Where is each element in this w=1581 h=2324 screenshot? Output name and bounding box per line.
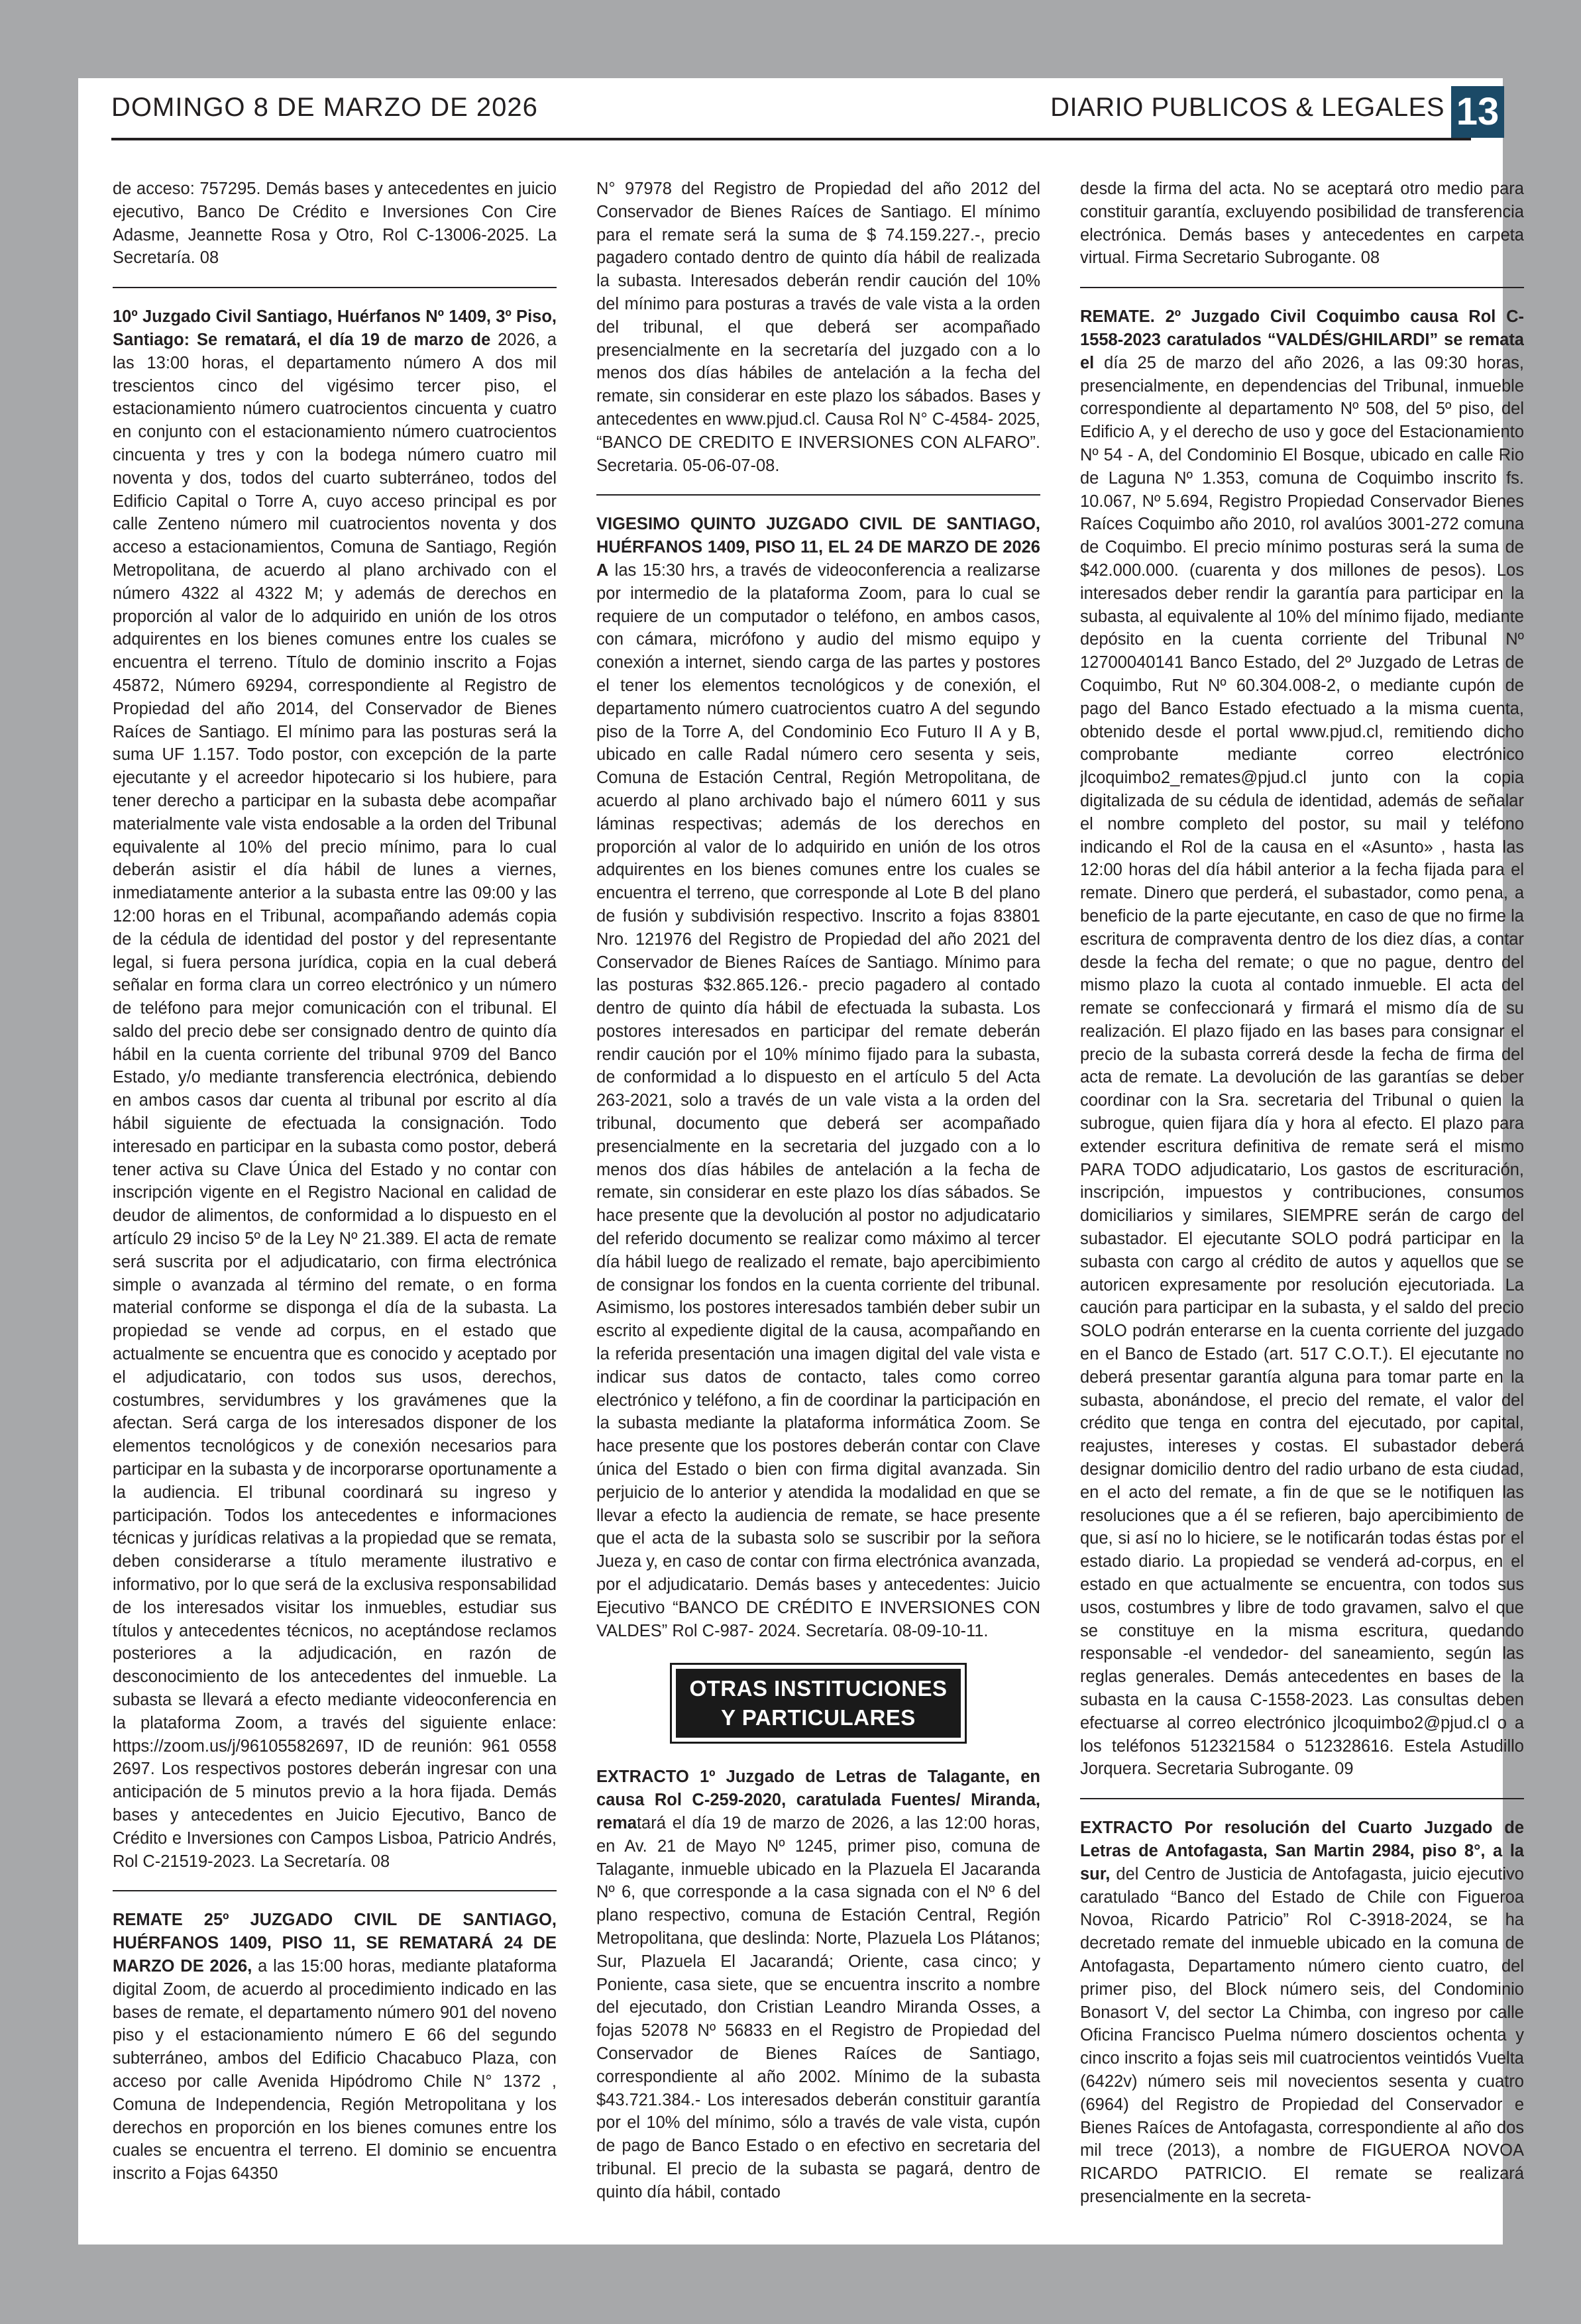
column-1	[113, 178, 557, 2238]
legal-notice	[1080, 287, 1524, 1781]
section-header-line: OTRAS INSTITUCIONES	[689, 1676, 948, 1701]
notice-paragraph	[113, 1909, 557, 2186]
legal-notice	[596, 1766, 1040, 2203]
notice-lead: REMATE 25º JUZGADO CIVIL DE SANTIAGO, HUÉRFANOS 1409, PISO 11, SE REMATARÁ 24 DE MARZO DE 2026,	[113, 1911, 557, 1976]
section-header	[672, 1665, 965, 1742]
notice-body: N° 97978 del Registro de Propiedad del año 2012 del Conservador de Bienes Raíces de Santiago. El mínimo para el remate será la suma de $ 74.159.227.-, precio pagadero contado dentro de quinto día hábil de realizada la subasta. Interesados deberán rendir caución del 10% del mínimo para posturas a través de vale vista a la orden del tribunal, el que deberá ser acompañado presencialmente en la secretaría del juzgado con a lo menos dos días hábiles de antelación a la fecha del remate, sin considerar en este plazo los sábados. Bases y antecedentes en www.pjud.cl. Causa Rol N° C-4584- 2025, “BANCO DE CREDITO E INVERSIONES CON ALFARO”. Secretaria. 05-06-07-08.	[596, 180, 1040, 475]
notice-lead: REMATE. 2º Juzgado Civil Coquimbo causa Rol C-1558-2023 caratulados “VALDÉS/GHILARDI” se remata el	[1080, 307, 1524, 372]
notice-body: del Centro de Justicia de Antofagasta, juicio ejecutivo caratulado “Banco del Estado de Chile con Figueroa Novoa, Ricardo Patricio” Rol C-3918-2024, se ha decretado remate del inmueble ubicado en la comuna de Antofagasta, Departamento número ciento cuatro, del primer piso, del Block número seis, del Condominio Bonasort V, del sector La Chimba, con ingreso por calle Oficina Francisco Puelma número doscientos ochenta y cinco inscrito a fojas seis mil cuatrocientos veintidós Vuelta (6422v) número seis mil novecientos sesenta y cuatro (6964) del Registro de Propiedad del Conservador e Bienes Raíces de Antofagasta, correspondiente al año dos mil trece (2013), a nombre de FIGUEROA NOVOA RICARDO PATRICIO. El remate se realizará presencialmente en la secreta-	[1080, 1864, 1524, 2206]
notice-lead: 10º Juzgado Civil Santiago, Huérfanos Nº 1409, 3º Piso, Santiago: Se rematará, el día 19 de marzo de	[113, 307, 557, 349]
notice-paragraph	[113, 305, 557, 1873]
notice-lead: VIGESIMO QUINTO JUZGADO CIVIL DE SANTIAGO, HUÉRFANOS 1409, PISO 11, EL 24 DE MARZO DE 2026 A	[596, 515, 1040, 580]
newspaper-page	[78, 78, 1524, 2245]
notice-paragraph	[113, 178, 557, 270]
notice-paragraph	[1080, 305, 1524, 1781]
masthead-rule	[111, 138, 1471, 140]
masthead	[111, 86, 1499, 136]
section-header-line: Y PARTICULARES	[721, 1705, 916, 1730]
notice-body: desde la firma del acta. No se aceptará otro medio para constituir garantía, excluyendo posibilidad de transferencia electrónica. Demás bases y antecedentes en carpeta virtual. Firma Secretario Subrogante. 08	[1080, 180, 1524, 268]
notice-body: tará el día 19 de marzo de 2026, a las 12:00 horas, en Av. 21 de Mayo Nº 1245, primer piso, comuna de Talagante, inmueble ubicado en la Plazuela El Jacaranda Nº 6, que corresponde a la casa signada con el Nº 6 del plano respectivo, comuna de Estación Central, Región Metropolitana, que deslinda: Norte, Plazuela Los Plátanos; Sur, Plazuela El Jacarandá; Oriente, casa cinco; y Poniente, casa siete, que se encuentra inscrito a nombre del ejecutado, don Cristian Leandro Miranda Osses, a fojas 52078 Nº 56833 en el Registro de Propiedad del Conservador de Bienes Raíces de Santiago, correspondiente al año 2002. Mínimo de la subasta $43.721.384.- Los interesados deberán constituir garantía por el 10% del mínimo, sólo a través de vale vista, cupón de pago de Banco Estado o en efectivo en secretaria del tribunal. El precio de la subasta se pagará, dentro de quinto día hábil, contado	[596, 1814, 1040, 2201]
notice-body: día 25 de marzo del año 2026, a las 09:30 horas, presencialmente, en dependencias del Tribunal, inmueble correspondiente al departamento Nº 508, del 5º piso, del Edificio A, y el derecho de uso y goce del Estacionamiento Nº 54 - A, del Condominio El Bosque, ubicado en calle Rio de Laguna Nº 1.353, comuna de Coquimbo inscrito fs. 10.067, Nº 5.694, Registro Propiedad Conservador Bienes Raíces Coquimbo año 2010, rol avalúos 3001-272 comuna de Coquimbo. El precio mínimo posturas será la suma de $42.000.000. (cuarenta y dos millones de pesos). Los interesados deber rendir la garantía para participar en la subasta, al equivalente al 10% del mínimo fijado, mediante depósito en la cuenta corriente del Tribunal Nº 12700040141 Banco Estado, del 2º Juzgado de Letras de Coquimbo, Rut Nº 60.304.008-2, o mediante cupón de pago del Banco Estado efectuado a la misma cuenta, obtenido desde el portal www.pjud.cl, remitiendo dicho comprobante mediante correo electrónico jlcoquimbo2_remates@pjud.cl junto con la copia digitalizada de su cédula de identidad, además de señalar el nombre completo del postor, su mail y teléfono indicando el Rol de la causa en el «Asunto» , hasta las 12:00 horas del día hábil anterior a la fecha fijada para el remate. Dinero que perderá, el subastador, como pena, a beneficio de la parte ejecutante, en caso de que no firme la escritura de compraventa dentro de los diez días, a contar desde la fecha del remate; o que no pague, dentro del mismo plazo la cuota al contado inmueble. El acta del remate se confeccionará y firmará el mismo día de su realización. El plazo fijado en las bases para consignar el precio de la subasta correrá desde la fecha de firma del acta de remate. La devolución de las garantías se deber coordinar con la Sra. secretaria del Tribunal o quien la subrogue, quien fijara día y hora al efecto. El plazo para extender escritura definitiva de remate será el mismo PARA TODO adjudicatario, Los gastos de escrituración, inscripción, impuestos y contribuciones, consumos domiciliarios y similares, SIEMPRE serán de cargo del subastador. El ejecutante SOLO podrá participar en la subasta con cargo al crédito de autos y aquellos que se autoricen expresamente por resolución ejecutoriada. La caución para participar en la subasta, y el saldo del precio SOLO podrán enterarse en la cuenta corriente del juzgado en el Banco de Estado (art. 517 C.O.T.). El ejecutante no deberá presentar garantía alguna para tomar parte en la subasta, abonándose, el precio del remate, el valor del crédito que tenga en contra del ejecutado, por capital, reajustes, intereses y costas. El subastador deberá designar domicilio dentro del radio urbano de esta ciudad, en el acto del remate, a fin de que se le notifiquen las resoluciones que a él se refieren, bajo apercibimiento de que, si así no lo hiciere, se le notificarán todas éstas por el estado diario. La propiedad se venderá ad-corpus, en el estado en que actualmente se encuentra, con todos sus usos, costumbres y libre de todo gravamen, salvo el que se constituye en la misma escritura, quedando responsable -el vendedor- del saneamiento, según las reglas generales. Demás antecedentes en bases de la subasta en la causa C-1558-2023. Las consultas deben efectuarse al correo electrónico jlcoquimbo2@pjud.cl o a los teléfonos 512321584 o 512328616. Estela Astudillo Jorquera. Secretaria Subrogante. 09	[1080, 353, 1524, 1779]
legal-notice	[113, 178, 557, 270]
notice-lead: EXTRACTO 1º Juzgado de Letras de Talagante, en causa Rol C-259-2020, caratulada Fuentes/ Miranda, rema	[596, 1768, 1040, 1832]
notice-body: 2026, a las 13:00 horas, el departamento número A dos mil trescientos cinco del vigésimo tercer piso, el estacionamiento número cuatrocientos cincuenta y cuatro en conjunto con el estacionamiento número cuatrocientos cincuenta y tres y con la bodega número cuatro mil noventa y dos, todos del cuarto subterráneo, todos del Edificio Capital o Torre A, cuyo acceso principal es por calle Zenteno número mil cuatrocientos noventa y dos acceso a estacionamientos, Comuna de Santiago, Región Metropolitana, de acuerdo al plano archivado con el número 4322 al 4322 M; y además de derechos en proporción al valor de lo adquirido en unión de los otros adquirentes en los bienes comunes entre los cuales se encuentra el terreno. Título de dominio inscrito a Fojas 45872, Número 69294, correspondiente al Registro de Propiedad del año 2014, del Conservador de Bienes Raíces de Santiago. El mínimo para las posturas será la suma UF 1.157. Todo postor, con excepción de la parte ejecutante y el acreedor hipotecario si los hubiere, para tener derecho a participar en la subasta debe acompañar materialmente vale vista endosable a la orden del Tribunal equivalente al 10% del precio mínimo, para lo cual deberán asistir el día hábil de lunes a viernes, inmediatamente anterior a la subasta entre las 09:00 y las 12:00 horas en el Tribunal, acompañando además copia de la cédula de identidad del postor y del representante legal, si fuera persona jurídica, copia en la cual deberá señalar en forma clara un correo electrónico y un número de teléfono para mejor comunicación con el tribunal. El saldo del precio debe ser consignado dentro de quinto día hábil en la cuenta corriente del tribunal 9709 del Banco Estado, y/o mediante transferencia electrónica, debiendo en ambos casos dar cuenta al tribunal por escrito al día hábil siguiente de efectuada la consignación. Todo interesado en participar en la subasta como postor, deberá tener activa su Clave Única del Estado y no contar con inscripción vigente en el Registro Nacional en calidad de deudor de alimentos, de conformidad a lo dispuesto en el artículo 29 inciso 5º de la Ley Nº 21.389. El acta de remate será suscrita por el adjudicatario, con firma electrónica simple o avanzada al término del remate, o en forma material conforme se disponga el día de la subasta. La propiedad se vende ad corpus, en el estado que actualmente se encuentra que es conocido y aceptado por el adjudicatario, con todos sus usos, derechos, costumbres, servidumbres y los gravámenes que la afectan. Será carga de los interesados disponer de los elementos tecnológicos y de conexión necesarios para participar en la subasta y de incorporarse oportunamente a la audiencia. El tribunal coordinará su ingreso y participación. Todos los antecedentes e informaciones técnicas y jurídicas relativas a la propiedad que se remata, deben considerarse a título meramente ilustrativo e informativo, por lo que será de la exclusiva responsabilidad de los interesados visitar los inmuebles, estudiar sus títulos y antecedentes técnicos, no aceptándose reclamos posteriores a la adjudicación, en razón de desconocimiento de los antecedentes del inmueble. La subasta se llevará a efecto mediante videoconferencia en la plataforma Zoom, a través del siguiente enlace: https://zoom.us/j/96105582697, ID de reunión: 961 0558 2697. Los respectivos postores deberán ingresar con una anticipación de 5 minutos previo a la hora fijada. Demás bases y antecedentes en Juicio Ejecutivo, Banco de Crédito e Inversiones con Campos Lisboa, Patricio Andrés, Rol C-21519-2023. La Secretaría. 08	[113, 330, 557, 1871]
publication-name: DIARIO PUBLICOS & LEGALES	[1050, 93, 1445, 122]
issue-date: DOMINGO 8 DE MARZO DE 2026	[111, 93, 538, 122]
legal-notice	[596, 178, 1040, 477]
notice-lead: EXTRACTO Por resolución del Cuarto Juzgado de Letras de Antofagasta, San Martin 2984, piso 8°, a la sur,	[1080, 1819, 1524, 1883]
notice-paragraph	[596, 1766, 1040, 2203]
legal-notice	[596, 494, 1040, 1642]
notice-paragraph	[1080, 1817, 1524, 2209]
notice-paragraph	[596, 178, 1040, 477]
page-number: 13	[1451, 86, 1504, 138]
notice-paragraph	[596, 513, 1040, 1642]
column-2	[596, 178, 1040, 2238]
notice-paragraph	[1080, 178, 1524, 270]
legal-notice	[113, 287, 557, 1873]
legal-notice	[113, 1890, 557, 2186]
legal-notice	[1080, 178, 1524, 270]
notice-body: a las 15:00 horas, mediante plataforma digital Zoom, de acuerdo al procedimiento indicado en las bases de remate, el departamento número 901 del noveno piso y el estacionamiento número E 66 del segundo subterráneo, ambos del Edificio Chacabuco Plaza, con acceso por calle Avenida Hipódromo Chile N° 1372 , Comuna de Independencia, Región Metropolitana y los derechos en proporción en los bienes comunes entre los cuales se encuentra el terreno. El dominio se encuentra inscrito a Fojas 64350	[113, 1956, 557, 2184]
column-3	[1080, 178, 1524, 2238]
notice-body: de acceso: 757295. Demás bases y antecedentes en juicio ejecutivo, Banco De Crédito e Inversiones Con Cire Adasme, Jeannette Rosa y Otro, Rol C-13006-2025. La Secretaría. 08	[113, 180, 557, 268]
legal-notice	[1080, 1798, 1524, 2209]
notice-body: las 15:30 hrs, a través de videoconferencia a realizarse por intermedio de la plataforma Zoom, para lo cual se requiere de un computador o teléfono, en ambos casos, con cámara, micrófono y audio del mismo equipo y conexión a internet, siendo carga de las partes y postores el tener los elementos tecnológicos y de conexión, el departamento número cuatrocientos cuatro A del segundo piso de la Torre A, del Condominio Eco Futuro II A y B, ubicado en calle Radal número cero sesenta y seis, Comuna de Estación Central, Región Metropolitana, de acuerdo al plano archivado bajo el número 6011 y sus láminas respectivas; además de los derechos en proporción al valor de lo adquirido en unión de los otros adquirentes en los bienes comunes entre los cuales se encuentra el terreno, que corresponde al Lote B del plano de fusión y subdivisión respectivo. Inscrito a fojas 83801 Nro. 121976 del Registro de Propiedad del año 2021 del Conservador de Bienes Raíces de Santiago. Mínimo para las posturas $32.865.126.- precio pagadero al contado dentro de quinto día hábil de efectuada la subasta. Los postores interesados en participar del remate deberán rendir caución por el 10% mínimo fijado para la subasta, de conformidad a lo dispuesto en el artículo 5 del Acta 263-2021, solo a través de un vale vista a la orden del tribunal, documento que deberá ser acompañado presencialmente en la secretaria del juzgado con a lo menos dos días hábiles de antelación a la fecha de remate, sin considerar en este plazo los días sábados. Se hace presente que la devolución al postor no adjudicatario del referido documento se realizar como máximo al tercer día hábil luego de realizado el remate, bajo apercibimiento de consignar los fondos en la cuenta corriente del tribunal. Asimismo, los postores interesados también deber subir un escrito al expediente digital de la causa, acompañando en la referida presentación una imagen digital del vale vista e indicar sus datos de contacto, tales como correo electrónico y teléfono, a fin de coordinar la participación en la subasta mediante la plataforma informática Zoom. Se hace presente que los postores deberán contar con Clave única del Estado o bien con firma digital avanzada. Sin perjuicio de lo anterior y atendida la modalidad en que se llevar a efecto la audiencia de remate, se hace presente que el acta de la subasta solo se suscribir por la señora Jueza y, en caso de contar con firma electrónica avanzada, por el adjudicatario. Demás bases y antecedentes: Juicio Ejecutivo “BANCO DE CRÉDITO E INVERSIONES CON VALDES” Rol C-987- 2024. Secretaría. 08-09-10-11.	[596, 560, 1040, 1640]
